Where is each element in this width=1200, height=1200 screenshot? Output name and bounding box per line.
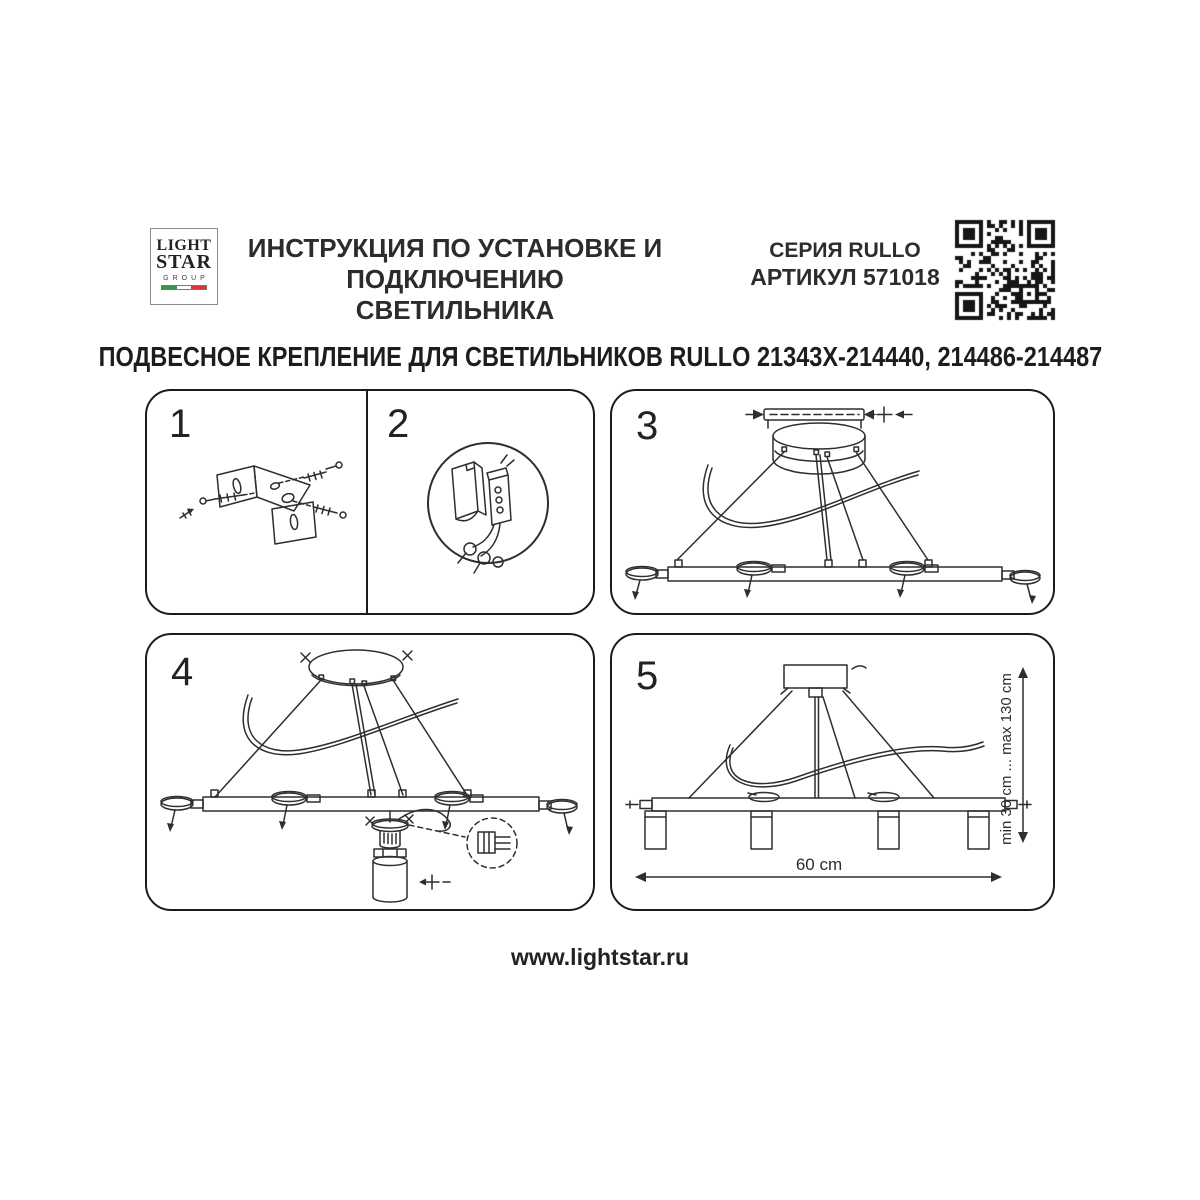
lightstar-logo xyxy=(150,228,218,305)
panel-step-3 xyxy=(610,389,1055,615)
logo-text-star: STAR xyxy=(156,251,212,273)
italian-flag-stripe xyxy=(161,285,207,290)
series-article-block xyxy=(720,238,970,291)
step-1-bracket-diagram xyxy=(147,391,366,613)
page-title-line2: ПОДКЛЮЧЕНИЮ СВЕТИЛЬНИКА xyxy=(346,264,564,325)
qr-code xyxy=(953,218,1058,323)
page-title-line1: ИНСТРУКЦИЯ ПО УСТАНОВКЕ И xyxy=(247,233,663,263)
page-title xyxy=(245,233,665,326)
height-dimension-label: min 30 cm ... max 130 cm xyxy=(998,673,1015,845)
step-4-shade-attachment-diagram xyxy=(147,635,593,909)
panel-step-5 xyxy=(610,633,1055,911)
step-4-number: 4 xyxy=(171,650,194,694)
step-2-number: 2 xyxy=(387,402,410,446)
width-dimension-label: 60 cm xyxy=(795,855,843,874)
panel-step-4 xyxy=(145,633,595,911)
logo-text-group: GROUP xyxy=(163,275,209,282)
series-label: СЕРИЯ RULLO xyxy=(769,239,921,262)
logo-text-light: LIGHT xyxy=(156,237,212,254)
article-label: АРТИКУЛ 571018 xyxy=(750,264,940,290)
step-3-suspension-diagram xyxy=(612,391,1053,613)
subtitle-row xyxy=(0,341,1200,373)
step-5-number: 5 xyxy=(636,654,659,698)
step-1-number: 1 xyxy=(169,402,192,446)
panel-steps-1-2 xyxy=(145,389,595,615)
website-url: www.lightstar.ru xyxy=(510,944,690,970)
step-2-wiring-detail-diagram xyxy=(368,391,593,613)
subtitle: ПОДВЕСНОЕ КРЕПЛЕНИЕ ДЛЯ СВЕТИЛЬНИКОВ RULLO 21343X-214440, 214486-214487 xyxy=(98,341,1102,372)
step-3-number: 3 xyxy=(636,404,659,448)
step-5-assembled-diagram xyxy=(612,635,1053,909)
